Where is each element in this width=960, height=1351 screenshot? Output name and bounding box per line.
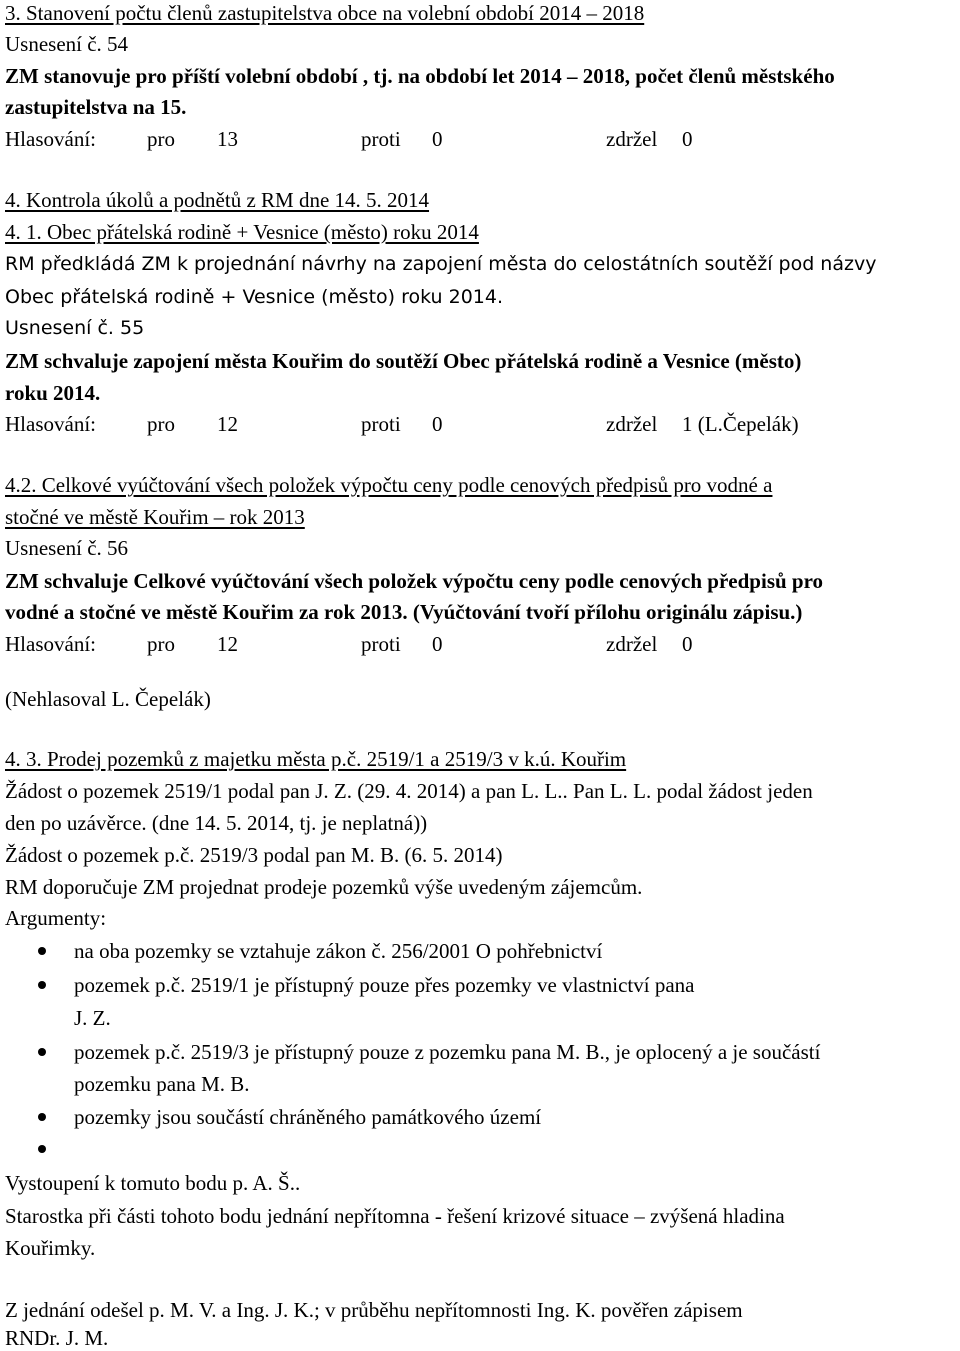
request-line2: den po uzávěrce. (dne 14. 5. 2014, tj. je neplatná)) [5, 811, 428, 835]
section-4-1-text-line2: Obec přátelská rodině + Vesnice (město) roku 2014. [5, 286, 504, 308]
list-item-text: pozemky jsou součástí chráněného památkového území [74, 1105, 542, 1129]
departure-note-line1: Z jednání odešel p. M. V. a Ing. J. K.; v průběhu nepřítomnosti Ing. K. pověřen zápisem [5, 1298, 743, 1322]
section-3-heading: 3. Stanovení počtu členů zastupitelstva obce na volební období 2014 – 2018 [5, 1, 645, 25]
resolution-55-text-line2: roku 2014. [5, 381, 101, 405]
vote-proti-label: proti [361, 412, 401, 436]
list-item-text: pozemek p.č. 2519/1 je přístupný pouze přes pozemky ve vlastnictví pana [74, 973, 695, 997]
section-4-3-heading: 4. 3. Prodej pozemků z majetku města p.č. 2519/1 a 2519/3 v k.ú. Kouřim [5, 747, 627, 771]
request-line1: Žádost o pozemek 2519/1 podal pan J. Z. (29. 4. 2014) a pan L. L.. Pan L. L. podal žádost jeden [5, 779, 813, 803]
list-item-text-cont: pozemku pana M. B. [74, 1072, 250, 1096]
mayor-note-line2: Kouřimky. [5, 1236, 96, 1260]
bullet-icon [38, 947, 46, 955]
non-voting-note: (Nehlasoval L. Čepelák) [5, 687, 211, 711]
vote-zdrzel-label: zdržel [606, 127, 658, 151]
bullet-icon [38, 1113, 46, 1121]
bullet-icon [38, 1048, 46, 1056]
vote-label: Hlasování: [5, 412, 96, 436]
list-item-text-cont: J. Z. [74, 1006, 111, 1030]
vote-label: Hlasování: [5, 632, 96, 656]
bullet-icon [38, 1145, 46, 1153]
vote-proti-count: 0 [432, 127, 443, 151]
section-4-2-heading-line2: stočné ve městě Kouřim – rok 2013 [5, 505, 305, 529]
vote-zdrzel-count: 1 (L.Čepelák) [682, 412, 799, 436]
resolution-56-label: Usnesení č. 56 [5, 536, 129, 560]
vote-proti-label: proti [361, 127, 401, 151]
resolution-56-text-line2: vodné a stočné ve městě Kouřim za rok 2013. (Vyúčtování tvoří přílohu originálu zápisu.) [5, 600, 803, 624]
section-4-1-text-line1: RM předkládá ZM k projednání návrhy na zapojení města do celostátních soutěží pod názvy [5, 253, 877, 275]
request-line3: Žádost o pozemek p.č. 2519/3 podal pan M. B. (6. 5. 2014) [5, 843, 503, 867]
resolution-56-text-line1: ZM schvaluje Celkové vyúčtování všech položek výpočtu ceny podle cenových předpisů pro [5, 569, 824, 593]
resolution-55-label: Usnesení č. 55 [5, 317, 145, 339]
arguments-label: Argumenty: [5, 906, 107, 930]
list-item-text: pozemek p.č. 2519/3 je přístupný pouze z pozemku pana M. B., je oplocený a je součástí [74, 1040, 821, 1064]
resolution-54-text-line2: zastupitelstva na 15. [5, 95, 187, 119]
vote-proti-count: 0 [432, 412, 443, 436]
vote-label: Hlasování: [5, 127, 96, 151]
list-item-text: na oba pozemky se vztahuje zákon č. 256/2001 O pohřebnictví [74, 939, 603, 963]
vote-pro-count: 13 [217, 127, 238, 151]
mayor-note-line1: Starostka při části tohoto bodu jednání nepřítomna - řešení krizové situace – zvýšená hladina [5, 1204, 785, 1228]
speech-note: Vystoupení k tomuto bodu p. A. Š.. [5, 1171, 301, 1195]
section-4-2-heading-line1: 4.2. Celkové vyúčtování všech položek výpočtu ceny podle cenových předpisů pro vodné a [5, 473, 773, 497]
resolution-54-text-line1: ZM stanovuje pro příští volební období , tj. na období let 2014 – 2018, počet členů městského [5, 64, 835, 88]
bullet-icon [38, 981, 46, 989]
vote-zdrzel-label: zdržel [606, 632, 658, 656]
vote-pro-label: pro [147, 412, 175, 436]
vote-proti-count: 0 [432, 632, 443, 656]
recommendation-line: RM doporučuje ZM projednat prodeje pozemků výše uvedeným zájemcům. [5, 875, 643, 899]
section-4-heading: 4. Kontrola úkolů a podnětů z RM dne 14. 5. 2014 [5, 188, 430, 212]
vote-zdrzel-count: 0 [682, 127, 693, 151]
resolution-55-text-line1: ZM schvaluje zapojení města Kouřim do soutěží Obec přátelská rodině a Vesnice (město) [5, 349, 802, 373]
vote-pro-count: 12 [217, 632, 238, 656]
vote-pro-label: pro [147, 127, 175, 151]
resolution-54-label: Usnesení č. 54 [5, 32, 129, 56]
departure-note-line2: RNDr. J. M. [5, 1326, 109, 1350]
vote-zdrzel-count: 0 [682, 632, 693, 656]
vote-proti-label: proti [361, 632, 401, 656]
vote-zdrzel-label: zdržel [606, 412, 658, 436]
section-4-1-heading: 4. 1. Obec přátelská rodině + Vesnice (město) roku 2014 [5, 220, 479, 244]
vote-pro-label: pro [147, 632, 175, 656]
vote-pro-count: 12 [217, 412, 238, 436]
